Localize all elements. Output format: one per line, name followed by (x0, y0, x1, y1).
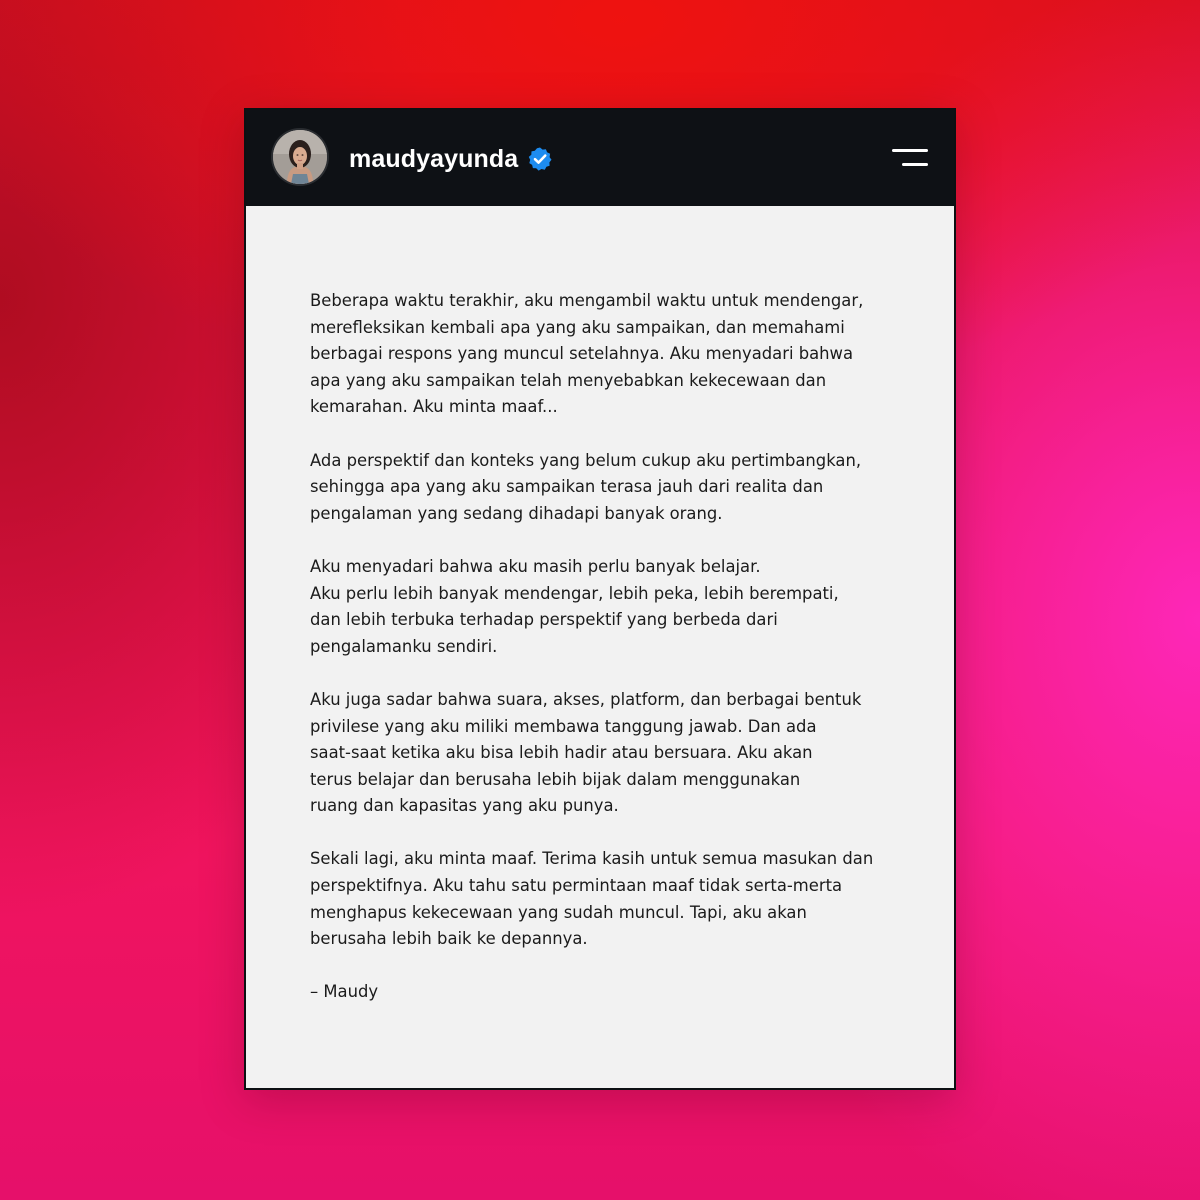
paragraph-line: perspektifnya. Aku tahu satu permintaan maaf tidak serta-merta (310, 876, 843, 896)
paragraph-line: pengalaman yang sedang dihadapi banyak orang. (310, 503, 723, 523)
paragraph-line: kemarahan. Aku minta maaf... (310, 397, 558, 417)
paragraph-line: Aku menyadari bahwa aku masih perlu banyak belajar. (310, 556, 761, 576)
post-body (310, 288, 910, 1006)
paragraph-3 (310, 554, 910, 660)
menu-line-top (892, 149, 928, 152)
paragraph-line: terus belajar dan berusaha lebih bijak dalam menggunakan (310, 769, 801, 789)
hamburger-menu-icon[interactable] (890, 146, 930, 170)
paragraph-4 (310, 687, 910, 820)
paragraph-line: dan lebih terbuka terhadap perspektif yang berbeda dari (310, 610, 778, 630)
profile-username[interactable]: maudyayunda (349, 145, 519, 173)
paragraph-line: merefleksikan kembali apa yang aku sampaikan, dan memahami (310, 317, 845, 337)
paragraph-line: ruang dan kapasitas yang aku punya. (310, 796, 619, 816)
paragraph-line: pengalamanku sendiri. (310, 636, 498, 656)
paragraph-line: menghapus kekecewaan yang sudah muncul. Tapi, aku akan (310, 902, 807, 922)
paragraph-2 (310, 448, 910, 528)
paragraph-1 (310, 288, 910, 421)
paragraph-line: Aku juga sadar bahwa suara, akses, platform, dan berbagai bentuk (310, 689, 862, 709)
post-card (244, 108, 956, 1090)
post-signature: – Maudy (310, 982, 379, 1002)
paragraph-line: saat-saat ketika aku bisa lebih hadir atau bersuara. Aku akan (310, 743, 813, 763)
paragraph-line: berusaha lebih baik ke depannya. (310, 929, 588, 949)
verified-badge-icon (527, 146, 553, 172)
paragraph-line: privilese yang aku miliki membawa tanggung jawab. Dan ada (310, 716, 817, 736)
paragraph-line: sehingga apa yang aku sampaikan terasa jauh dari realita dan (310, 477, 824, 497)
paragraph-line: apa yang aku sampaikan telah menyebabkan kekecewaan dan (310, 370, 827, 390)
paragraph-line: Sekali lagi, aku minta maaf. Terima kasih untuk semua masukan dan (310, 849, 874, 869)
paragraph-line: Aku perlu lebih banyak mendengar, lebih peka, lebih berempati, (310, 583, 839, 603)
post-header (246, 110, 954, 206)
paragraph-line: Ada perspektif dan konteks yang belum cukup aku pertimbangkan, (310, 450, 862, 470)
menu-line-bottom (902, 163, 928, 166)
avatar-image (273, 130, 327, 184)
paragraph-line: berbagai respons yang muncul setelahnya. Aku menyadari bahwa (310, 344, 854, 364)
paragraph-5 (310, 846, 910, 952)
paragraph-line: Beberapa waktu terakhir, aku mengambil waktu untuk mendengar, (310, 291, 864, 310)
profile-avatar[interactable] (273, 130, 327, 184)
